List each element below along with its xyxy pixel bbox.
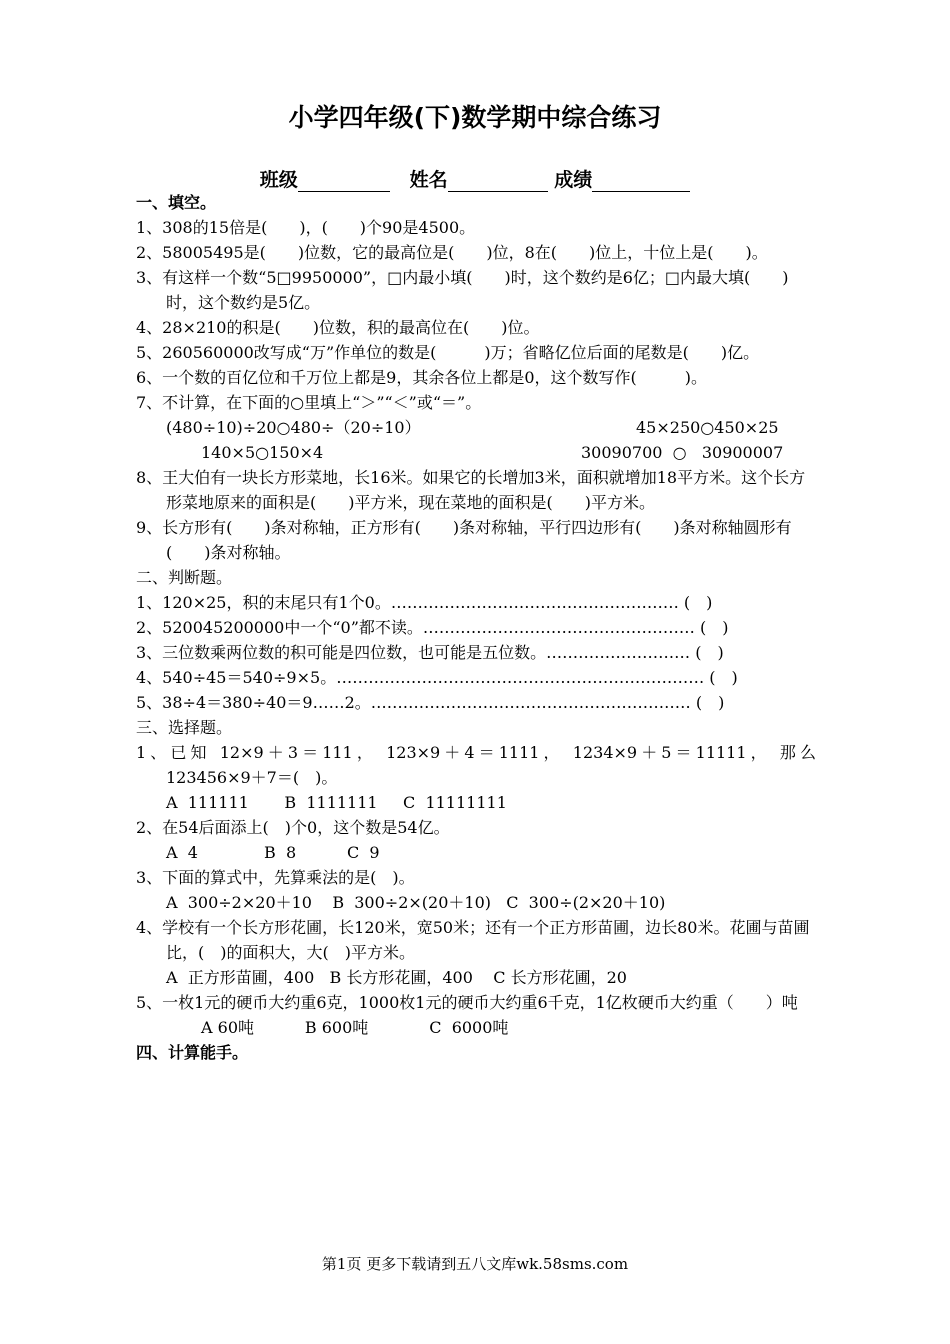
- compare-row-2: [136, 440, 816, 465]
- choice-options-4: A 正方形苗圃，400 B 长方形花圃，400 C 长方形花圃，20: [166, 968, 627, 987]
- section4-heading: 四、计算能手。: [136, 1043, 249, 1062]
- fill-question-8: 8、王大伯有一块长方形菜地，长16米。如果它的长增加3米，面积就增加18平方米。这个长方形菜地原来的面积是( )平方米，现在菜地的面积是( )平方米。: [136, 468, 806, 512]
- page-footer: 第1页 更多下载请到五八文库wk.58sms.com: [321, 1255, 629, 1273]
- choice-question-1: 1、已知 12×9＋3＝111， 123×9＋4＝1111， 1234×9＋5＝11111， 那么: [136, 743, 816, 762]
- compare-expr-d: 30090700 ○ 30900007: [581, 443, 784, 462]
- judge-question-1: 1、120×25，积的末尾只有1个0。……………………………………………… ( ): [136, 593, 713, 612]
- choice-options-2: A 4 B 8 C 9: [166, 843, 380, 862]
- fill-question-9: 9、长方形有( )条对称轴，正方形有( )条对称轴，平行四边形有( )条对称轴圆形有( )条对称轴。: [136, 518, 792, 562]
- judge-question-3: 3、三位数乘两位数的积可能是四位数，也可能是五位数。……………………… ( ): [136, 643, 724, 662]
- class-label: 班级: [259, 169, 298, 191]
- choice-question-2: 2、在54后面添上( )个0，这个数是54亿。: [136, 818, 450, 837]
- fill-question-4: 4、28×210的积是( )位数，积的最高位在( )位。: [136, 318, 540, 337]
- compare-row-1: [136, 415, 816, 440]
- class-blank: [298, 171, 390, 192]
- score-blank: [592, 171, 690, 192]
- choice-options-5: A 60吨 B 600吨 C 6000吨: [201, 1018, 509, 1037]
- page-title: 小学四年级(下)数学期中综合练习: [288, 103, 662, 132]
- section3-heading: 三、选择题。: [136, 718, 233, 737]
- student-info: [0, 165, 950, 192]
- choice-question-5: 5、一枚1元的硬币大约重6克，1000枚1元的硬币大约重6千克，1亿枚硬币大约重（ ）吨: [136, 993, 798, 1012]
- compare-expr-a: (480÷10)÷20○480÷（20÷10）: [166, 418, 421, 437]
- choice-options-3: A 300÷2×20＋10 B 300÷2×(20＋10) C 300÷(2×20＋10): [166, 893, 666, 912]
- judge-question-2: 2、520045200000中一个“0”都不读。…………………………………………… ( ): [136, 618, 729, 637]
- fill-question-7: 7、不计算，在下面的○里填上“＞”“＜”或“＝”。: [136, 393, 482, 412]
- section2-heading: 二、判断题。: [136, 568, 233, 587]
- compare-expr-b: 45×250○450×25: [636, 418, 779, 437]
- fill-question-2: 2、58005495是( )位数，它的最高位是( )位，8在( )位上，十位上是( )。: [136, 243, 768, 262]
- fill-question-6: 6、一个数的百亿位和千万位上都是9，其余各位上都是0，这个数写作( )。: [136, 368, 708, 387]
- choice-question-3: 3、下面的算式中，先算乘法的是( )。: [136, 868, 415, 887]
- judge-question-5: 5、38÷4＝380÷40＝9……2。…………………………………………………… ( ): [136, 693, 725, 712]
- choice-question-4: 4、学校有一个长方形花圃，长120米，宽50米；还有一个正方形苗圃，边长80米。花圃与苗圃比，( )的面积大，大( )平方米。: [136, 918, 810, 962]
- score-label: 成绩: [554, 169, 593, 191]
- choice-question-1-cont: 123456×9＋7＝( )。: [166, 768, 338, 787]
- fill-question-5: 5、260560000改写成“万”作单位的数是( )万；省略亿位后面的尾数是( )亿。: [136, 343, 760, 362]
- choice-options-1: A 111111 B 1111111 C 11111111: [166, 793, 507, 812]
- judge-question-4: 4、540÷45＝540÷9×5。…………………………………………………………… ( ): [136, 668, 738, 687]
- compare-expr-c: 140×5○150×4: [201, 443, 324, 462]
- name-blank: [448, 171, 548, 192]
- name-label: 姓名: [409, 169, 448, 191]
- fill-question-1: 1、308的15倍是( )，( )个90是4500。: [136, 218, 476, 237]
- section1-heading: 一、填空。: [136, 193, 217, 212]
- exercise-content: [136, 190, 816, 1065]
- fill-question-3: 3、有这样一个数“5□9950000”，□内最小填( )时，这个数约是6亿；□内最大填( )时，这个数约是5亿。: [136, 268, 789, 312]
